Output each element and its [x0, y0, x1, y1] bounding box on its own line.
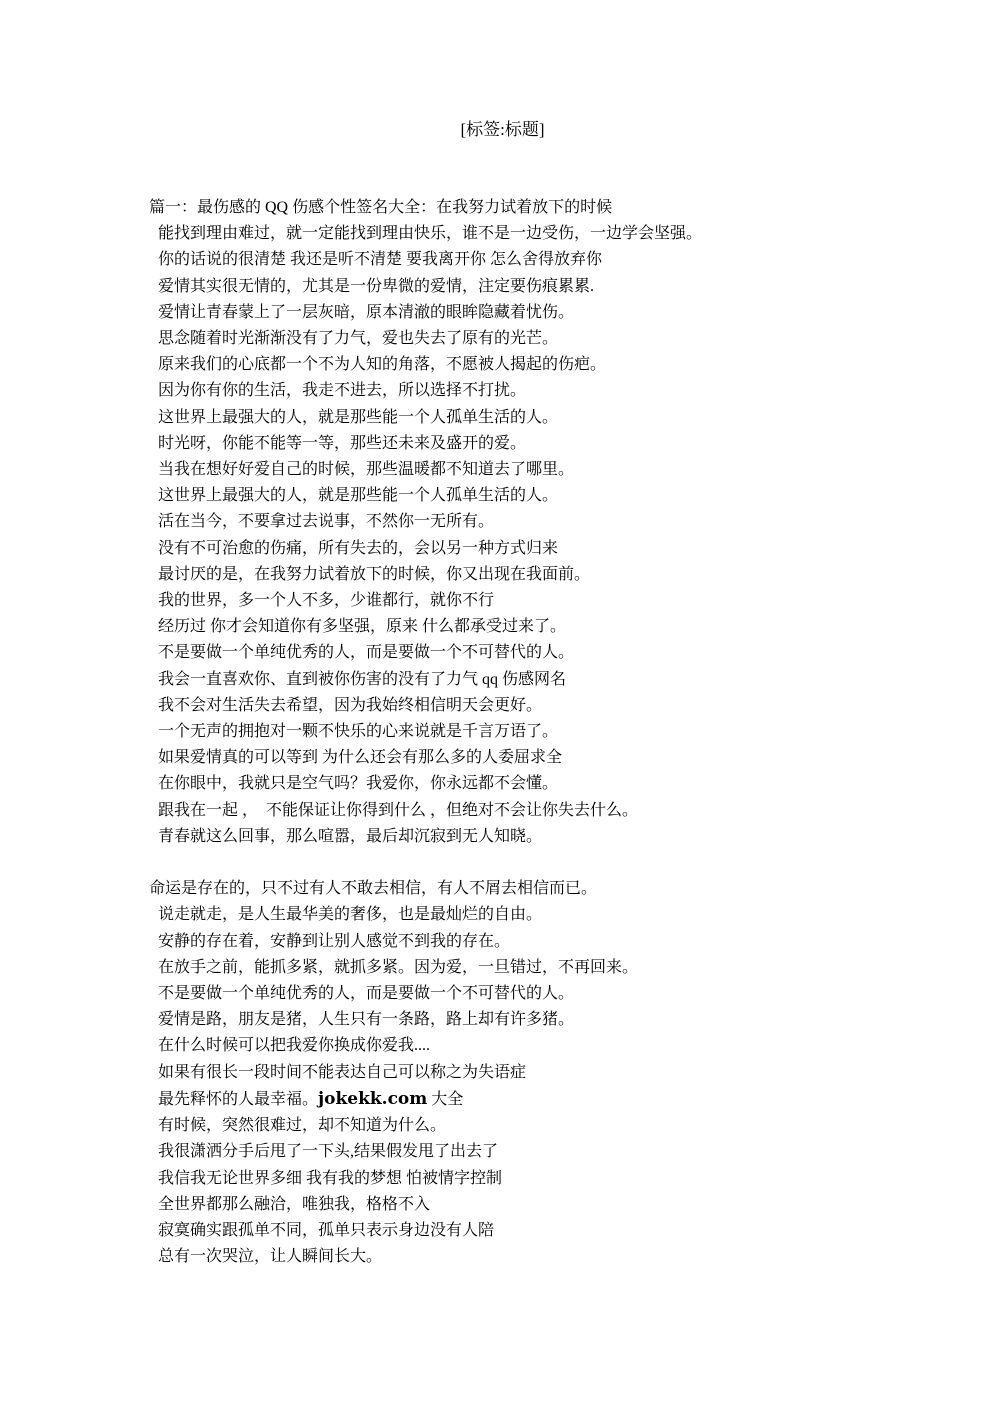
jokekk-brand-text: jokekk.com: [318, 1088, 428, 1109]
text-line: 爱情其实很无情的，尤其是一份卑微的爱情，注定要伤痕累累.: [158, 277, 595, 295]
text-line: 跟我在一起 ， 不能保证让你得到什么 ，但绝对不会让你失去什么。: [158, 801, 639, 819]
text-line: 爱情是路，朋友是猪，人生只有一条路，路上却有许多猪。: [158, 1011, 575, 1029]
text-line: 安静的存在着，安静到让别人感觉不到我的存在。: [158, 932, 511, 950]
text-line: 这世界上最强大的人，就是那些能一个人孤单生活的人。: [158, 487, 559, 505]
document-title: [标签:标题]: [460, 120, 545, 139]
section-1: [149, 195, 856, 850]
text-line: 因为你有你的生活，我走不进去，所以选择不打扰。: [158, 382, 527, 400]
section1-heading: 篇一：最伤感的 QQ 伤感个性签名大全：在我努力试着放下的时候: [149, 199, 613, 216]
section-2: [149, 876, 856, 1270]
text-line: 活在当今，不要拿过去说事，不然你一无所有。: [158, 513, 495, 531]
text-line: 我信我无论世界多细 我有我的梦想 怕被情字控制: [158, 1169, 503, 1187]
text-line: 不是要做一个单纯优秀的人，而是要做一个不可替代的人。: [158, 985, 575, 1003]
text-line: 总有一次哭泣，让人瞬间长大。: [158, 1248, 383, 1266]
jokekk-line-suffix: 大全: [427, 1090, 464, 1108]
text-line: 全世界都那么融洽，唯独我，格格不入: [158, 1195, 431, 1213]
text-line: 如果有很长一段时间不能表达自己可以称之为失语症: [158, 1063, 527, 1081]
text-line: 当我在想好好爱自己的时候，那些温暖都不知道去了哪里。: [158, 461, 575, 479]
text-line: 说走就走，是人生最华美的奢侈，也是最灿烂的自由。: [158, 906, 543, 924]
text-line: 最讨厌的是，在我努力试着放下的时候，你又出现在我面前。: [158, 565, 591, 583]
text-line: 原来我们的心底都一个不为人知的角落，不愿被人揭起的伤疤。: [158, 356, 607, 374]
text-line: 在什么时候可以把我爱你换成你爱我....: [158, 1037, 431, 1055]
text-line: 你的话说的很清楚 我还是听不清楚 要我离开你 怎么舍得放弃你: [158, 251, 603, 269]
text-line: 如果爱情真的可以等到 为什么还会有那么多的人委屈求全: [158, 749, 563, 767]
text-line: 在放手之前，能抓多紧，就抓多紧。因为爱，一旦错过，不再回来。: [158, 958, 639, 976]
text-line: 我不会对生活失去希望，因为我始终相信明天会更好。: [158, 696, 543, 714]
text-line: 时光呀，你能不能等一等，那些还未来及盛开的爱。: [158, 434, 527, 452]
text-line: 能找到理由难过，就一定能找到理由快乐，谁不是一边受伤，一边学会坚强。: [158, 225, 703, 243]
text-line: 不是要做一个单纯优秀的人，而是要做一个不可替代的人。: [158, 644, 575, 662]
text-line: 我的世界，多一个人不多，少谁都行，就你不行: [158, 592, 495, 610]
text-line-jokekk: [149, 1086, 856, 1113]
text-line: 我很潇洒分手后甩了一下头,结果假发甩了出去了: [158, 1143, 499, 1161]
text-line: 爱情让青春蒙上了一层灰暗，原本清澈的眼眸隐藏着忧伤。: [158, 303, 575, 321]
text-line: 这世界上最强大的人，就是那些能一个人孤单生活的人。: [158, 408, 559, 426]
text-line: 经历过 你才会知道你有多坚强，原来 什么都承受过来了。: [158, 618, 567, 636]
blank-line: [149, 850, 856, 876]
text-line: 在你眼中，我就只是空气吗？我爱你，你永远都不会懂。: [158, 775, 559, 793]
text-line: 没有不可治愈的伤痛，所有失去的，会以另一种方式归来: [158, 539, 559, 557]
section2-opening: 命运是存在的，只不过有人不敢去相信，有人不屑去相信而已。: [149, 880, 598, 898]
text-line: 我会一直喜欢你、直到被你伤害的没有了力气 qq 伤感网名: [158, 670, 567, 688]
text-line: 寂寞确实跟孤单不同，孤单只表示身边没有人陪: [158, 1221, 495, 1239]
jokekk-line-prefix: 最先释怀的人最幸福。: [158, 1090, 319, 1108]
text-line: 青春就这么回事，那么喧嚣，最后却沉寂到无人知晓。: [158, 827, 543, 845]
text-line: 思念随着时光渐渐没有了力气，爱也失去了原有的光芒。: [158, 330, 559, 348]
text-line: 一个无声的拥抱对一颗不快乐的心来说就是千言万语了。: [158, 723, 559, 741]
text-line: 有时候，突然很难过，却不知道为什么。: [158, 1117, 447, 1135]
